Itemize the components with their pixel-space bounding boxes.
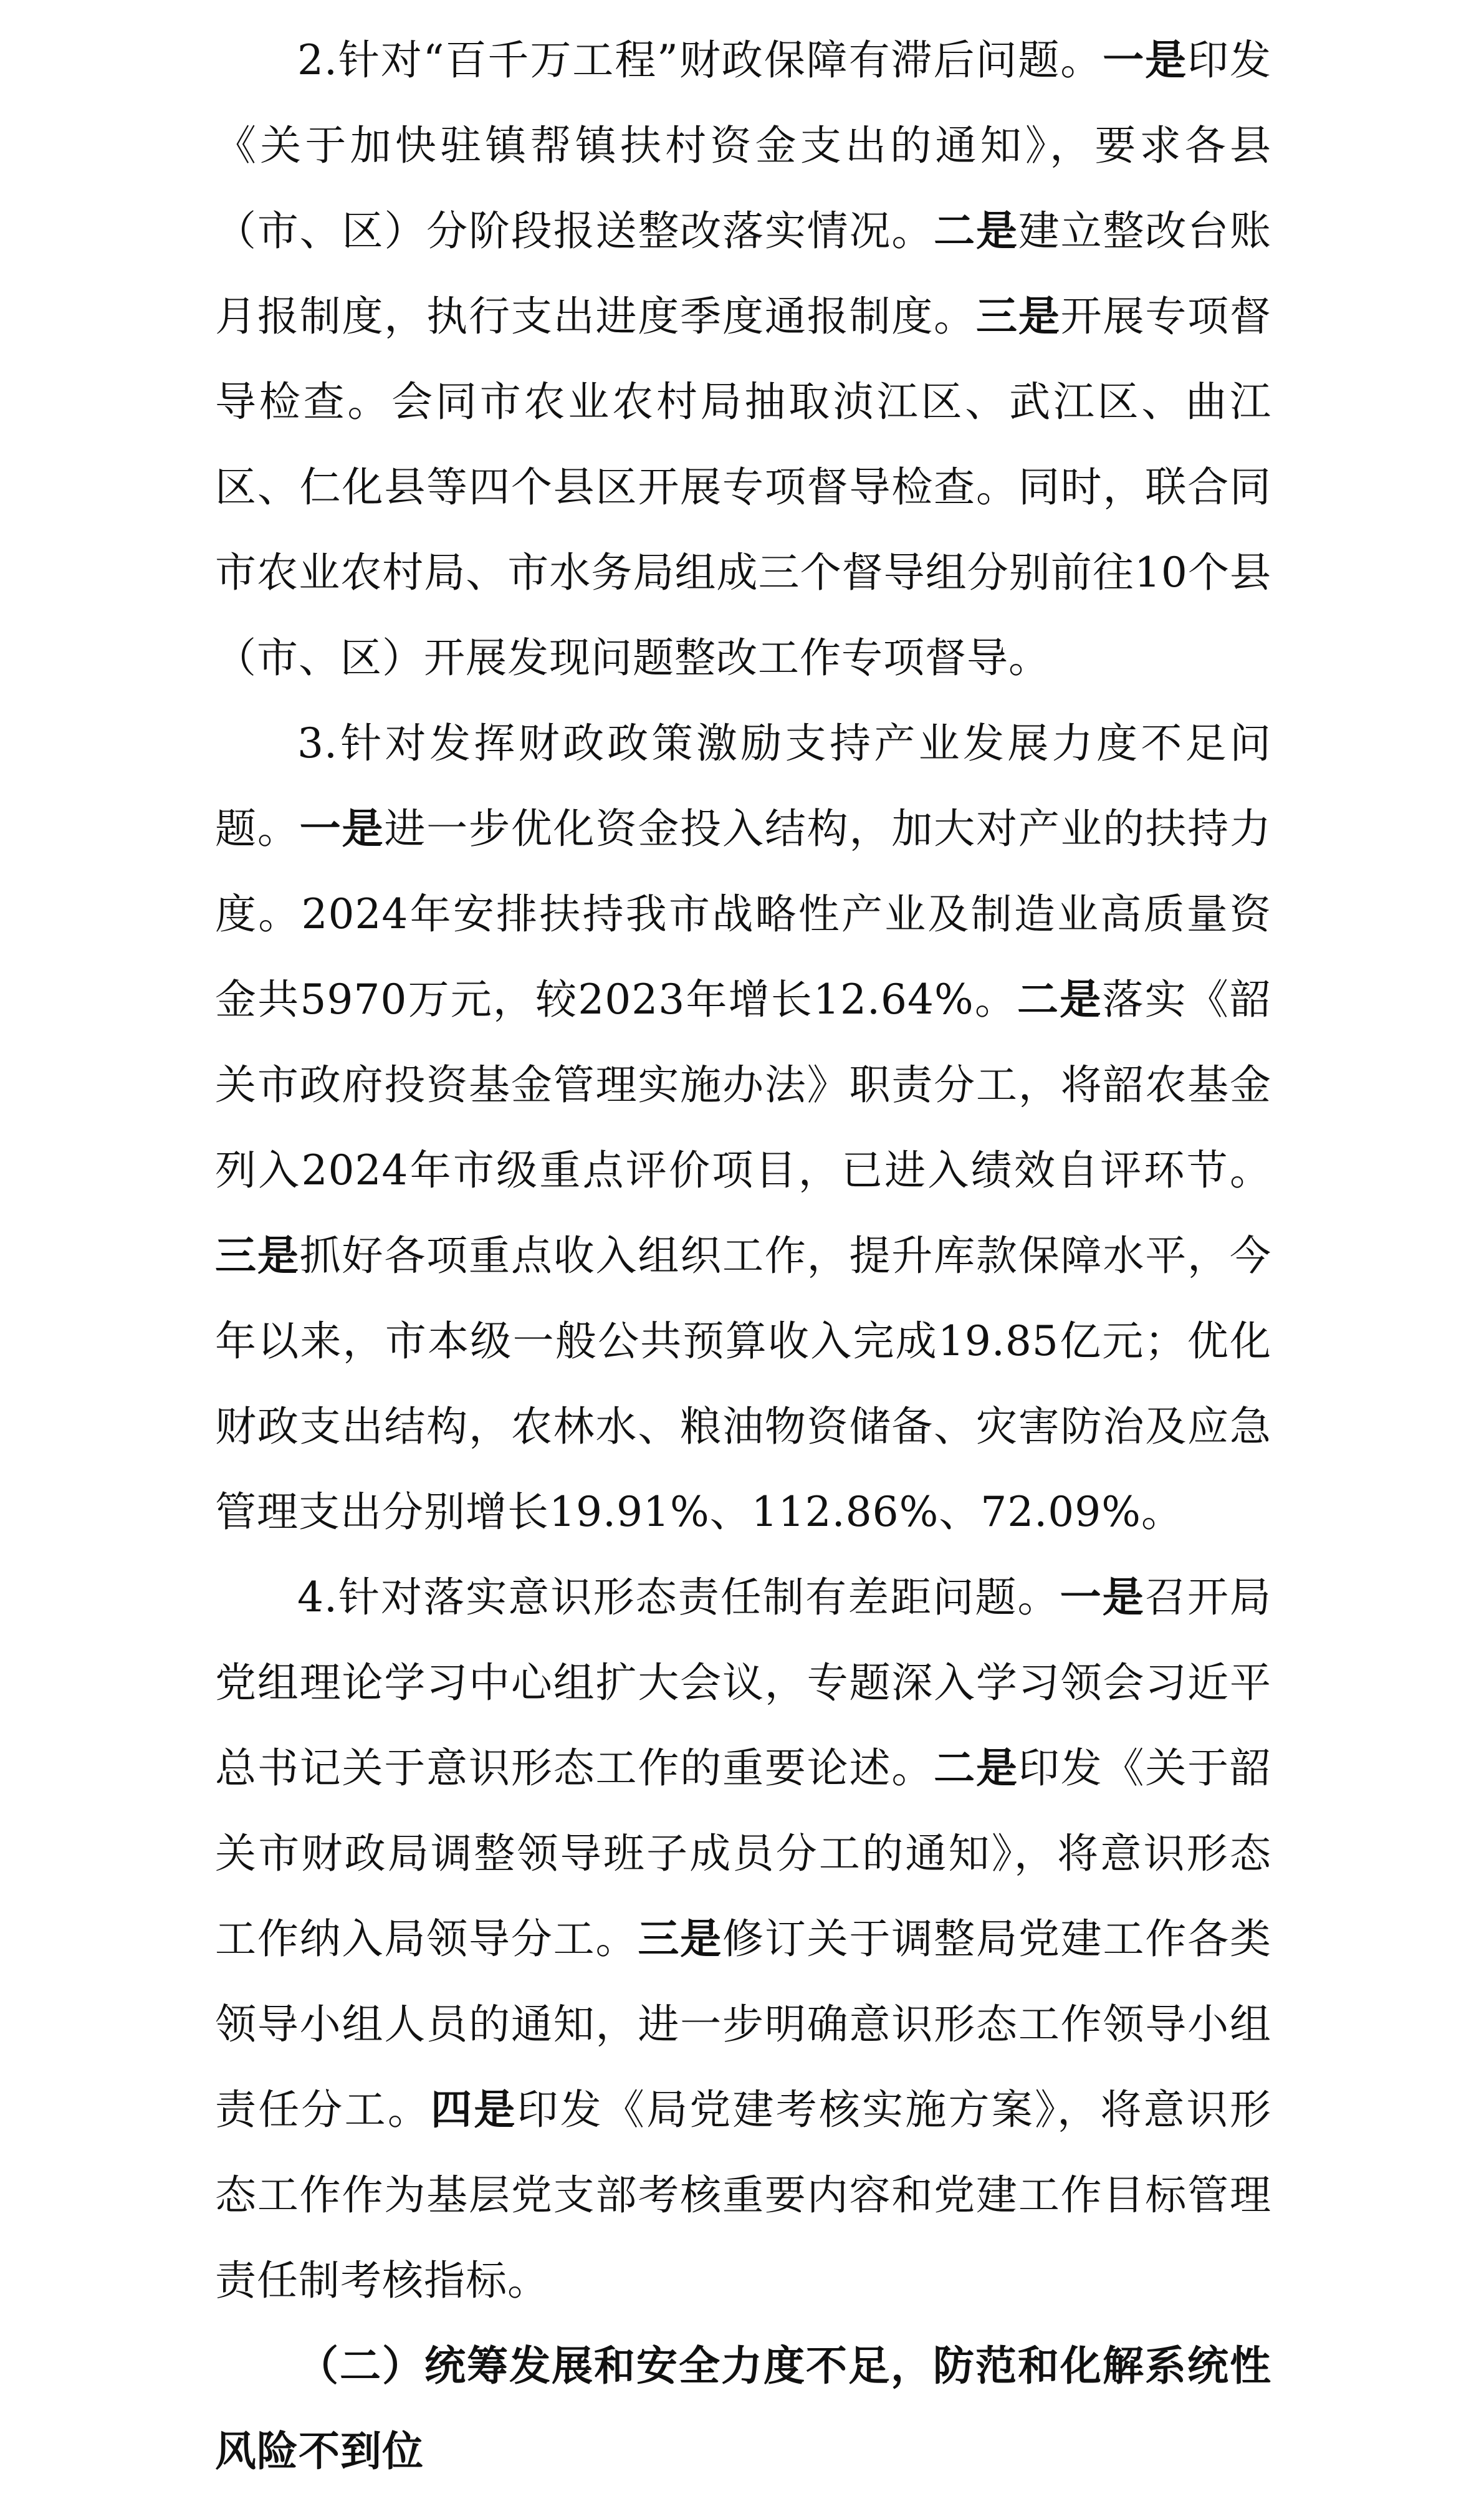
- para4-label-yi: 一是: [1060, 1573, 1145, 1621]
- para4-seg8: 印发《局党建考核实施方案》，将意识形态工作作为基层党支部考核重要内容和党建工作目标管理责任制考核指标。: [215, 2086, 1272, 2305]
- para3-seg6: 抓好各项重点收入组织工作，提升库款保障水平，今年以来，市本级一般公共预算收入完成19.85亿元；优化财政支出结构，农林水、粮油物资储备、灾害防治及应急管理支出分别增长19.91%、112.86%、72.09%。: [215, 1232, 1272, 1536]
- para3-seg2: 进一步优化资金投入结构，加大对产业的扶持力度。2024年安排扶持我市战略性产业及制造业高质量资金共5970万元，较2023年增长12.64%。: [215, 805, 1272, 1024]
- paragraph-3: [215, 701, 1271, 1555]
- paragraph-4: [215, 1555, 1271, 2323]
- paragraph-2: [215, 17, 1271, 701]
- para2-seg2: 印发《关于加快驻镇帮镇扶村资金支出的通知》，要求各县（市、区）分阶段报送整改落实情况。: [215, 36, 1272, 255]
- para4-seg0: 4.针对落实意识形态责任制有差距问题。: [297, 1573, 1060, 1621]
- para3-label-yi: 一是: [299, 805, 385, 853]
- para2-label-er: 二是: [934, 207, 1018, 255]
- para4-seg2: 召开局党组理论学习中心组扩大会议，专题深入学习领会习近平总书记关于意识形态工作的重要论述。: [215, 1573, 1271, 1792]
- para3-seg0: 3.针对发挥财政政策激励支持产业发展力度不足问题。: [215, 719, 1271, 853]
- para2-label-yi: 一是: [1103, 36, 1188, 84]
- para4-label-si: 四是: [431, 2086, 517, 2134]
- para2-seg0: 2.针对“百千万工程”财政保障有滞后问题。: [297, 36, 1103, 84]
- para2-label-san: 三是: [976, 292, 1061, 340]
- para3-label-er: 二是: [1017, 976, 1103, 1024]
- para2-seg6: 开展专项督导检查。会同市农业农村局抽取浈江区、武江区、曲江区、仁化县等四个县区开展专项督导检查。同时，联合同市农业农村局、市水务局组成三个督导组分别前往10个县（市、区）开展发现问题整改工作专项督导。: [215, 292, 1272, 682]
- document-page: [215, 17, 1271, 2494]
- section-heading: （二）统筹发展和安全力度不足，防范和化解系统性风险不到位: [215, 2342, 1271, 2475]
- para4-seg4: 印发《关于韶关市财政局调整领导班子成员分工的通知》，将意识形态工作纳入局领导分工。: [215, 1744, 1272, 1963]
- para2-seg4: 建立整改台账月报制度，执行支出进度季度通报制度。: [215, 207, 1272, 340]
- para3-label-san: 三是: [215, 1232, 300, 1280]
- para4-label-er: 二是: [934, 1744, 1018, 1792]
- para4-seg6: 修订关于调整局党建工作各类领导小组人员的通知，进一步明确意识形态工作领导小组责任分工。: [215, 1915, 1272, 2134]
- para4-label-san: 三是: [638, 1915, 723, 1963]
- para3-seg4: 落实《韶关市政府投资基金管理实施办法》职责分工，将韶农基金列入2024年市级重点评价项目，已进入绩效自评环节。: [215, 976, 1272, 1194]
